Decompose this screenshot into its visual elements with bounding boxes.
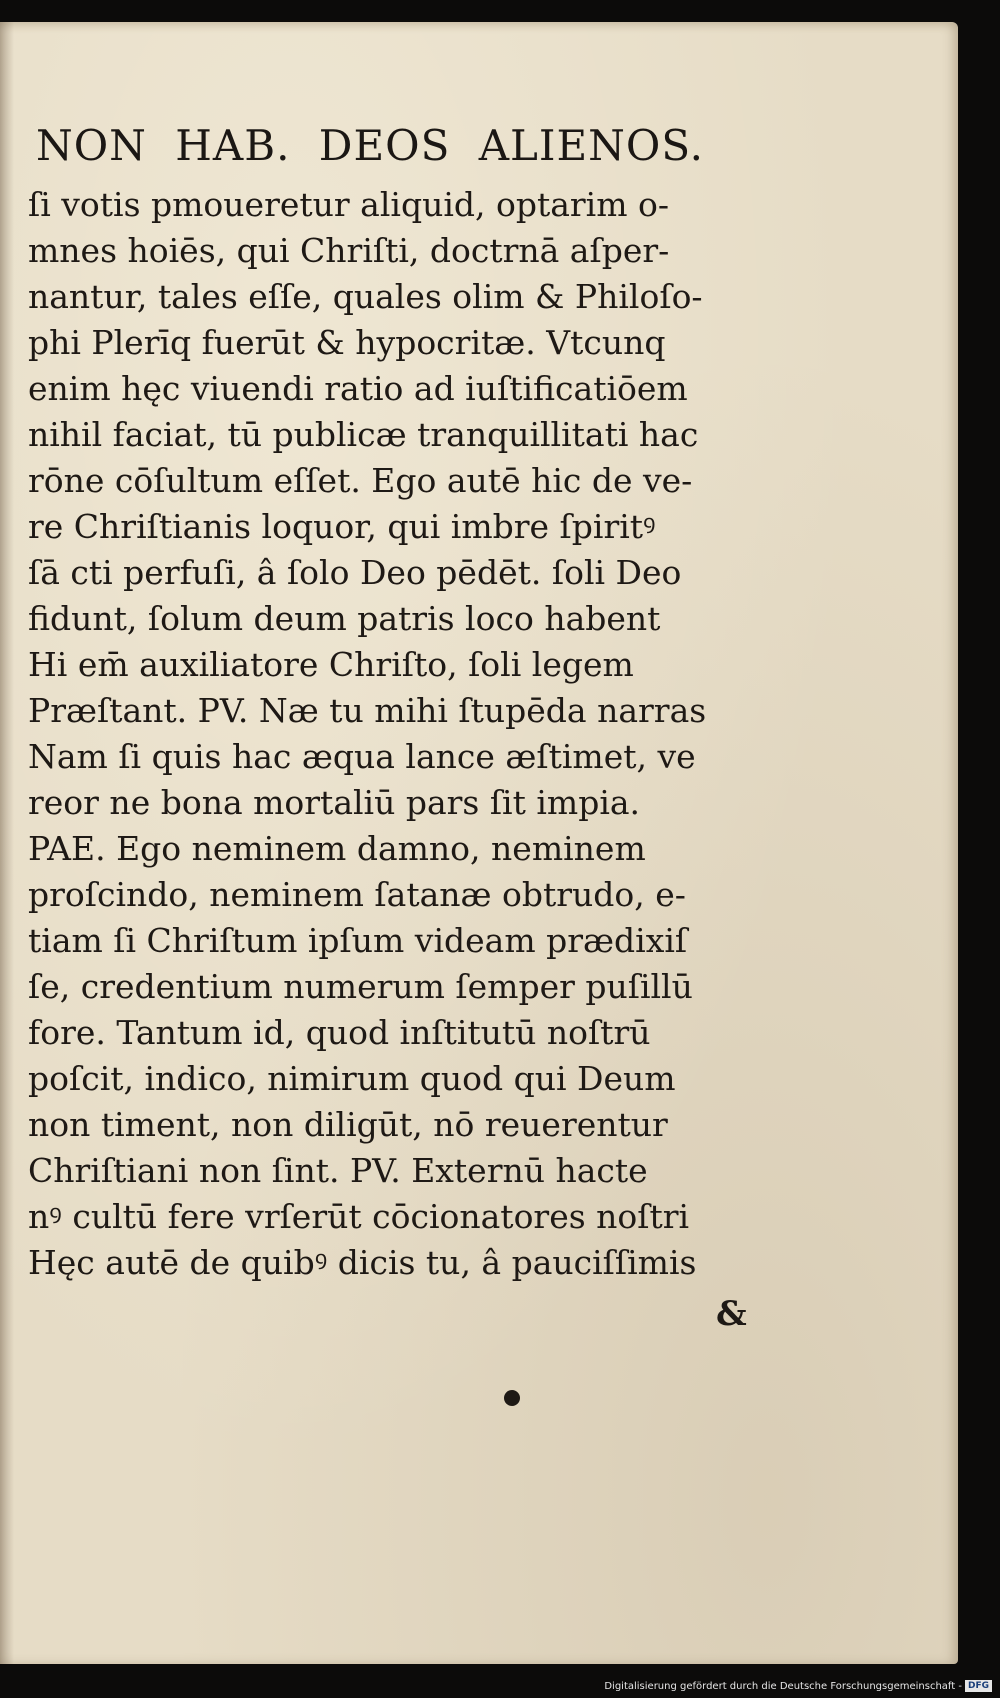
catchword: & [716,1294,747,1334]
text-line: ſe, credentium numerum ſemper puſillū [28,967,693,1006]
text-line: Præſtant. PV. Næ tu mihi ſtupēda narras [28,691,707,730]
ink-dot [504,1390,520,1406]
text-line: poſcit, indico, nimirum quod qui Deum [28,1059,676,1098]
dfg-logo: DFG [965,1680,992,1692]
text-line: enim hęc viuendi ratio ad iuſtificatiōem [28,369,688,408]
text-line: reor ne bona mortaliū pars ſit impia. [28,783,641,822]
text-line: Hęc autē de quibꝰ dicis tu, â pauciſſimis [28,1243,697,1282]
text-line: tiam ſi Chriſtum ipſum videam prædixiſ [28,921,688,960]
text-line: fidunt, ſolum deum patris loco habent [28,599,661,638]
page-gutter-shadow [0,22,14,1664]
body-text [28,182,768,1286]
text-line: nihil faciat, tū publicæ tranquillitati hac [28,415,699,454]
text-line: fore. Tantum id, quod inſtitutū noſtrū [28,1013,651,1052]
text-line: ſā cti perfuſi, â ſolo Deo pēdēt. ſoli Deo [28,553,682,592]
credit-text: Digitalisierung gefördert durch die Deutsche Forschungsgemeinschaft - [604,1681,962,1692]
text-line: mnes hoiēs, qui Chriſti, doctrnā aſper- [28,231,670,270]
text-line: PAE. Ego neminem damno, neminem [28,829,646,868]
text-line: Nam ſi quis hac æqua lance æſtimet, ve [28,737,696,776]
text-line: nꝰ cultū fere vrſerūt cōcionatores noſtri [28,1197,690,1236]
text-line: ſi votis pmoueretur aliquid, optarim o- [28,185,670,224]
text-line: Chriſtiani non ſint. PV. Externū hacte [28,1151,648,1190]
digitization-credit [604,1680,992,1694]
text-line: nantur, tales eſſe, quales olim & Philoſo- [28,277,703,316]
text-line: re Chriſtianis loquor, qui imbre ſpiritꝰ [28,507,656,546]
text-line: rōne cōſultum eſſet. Ego autē hic de ve- [28,461,693,500]
text-line: non timent, non diligūt, nō reuerentur [28,1105,668,1144]
text-line: Hi em̄ auxiliatore Chriſto, ſoli legem [28,645,634,684]
running-header: NON HAB. DEOS ALIENOS. [36,121,704,170]
text-line: proſcindo, neminem ſatanæ obtrudo, e- [28,875,686,914]
text-line: phi Plerīq fuerūt & hypocritæ. Vtcunq [28,323,666,362]
